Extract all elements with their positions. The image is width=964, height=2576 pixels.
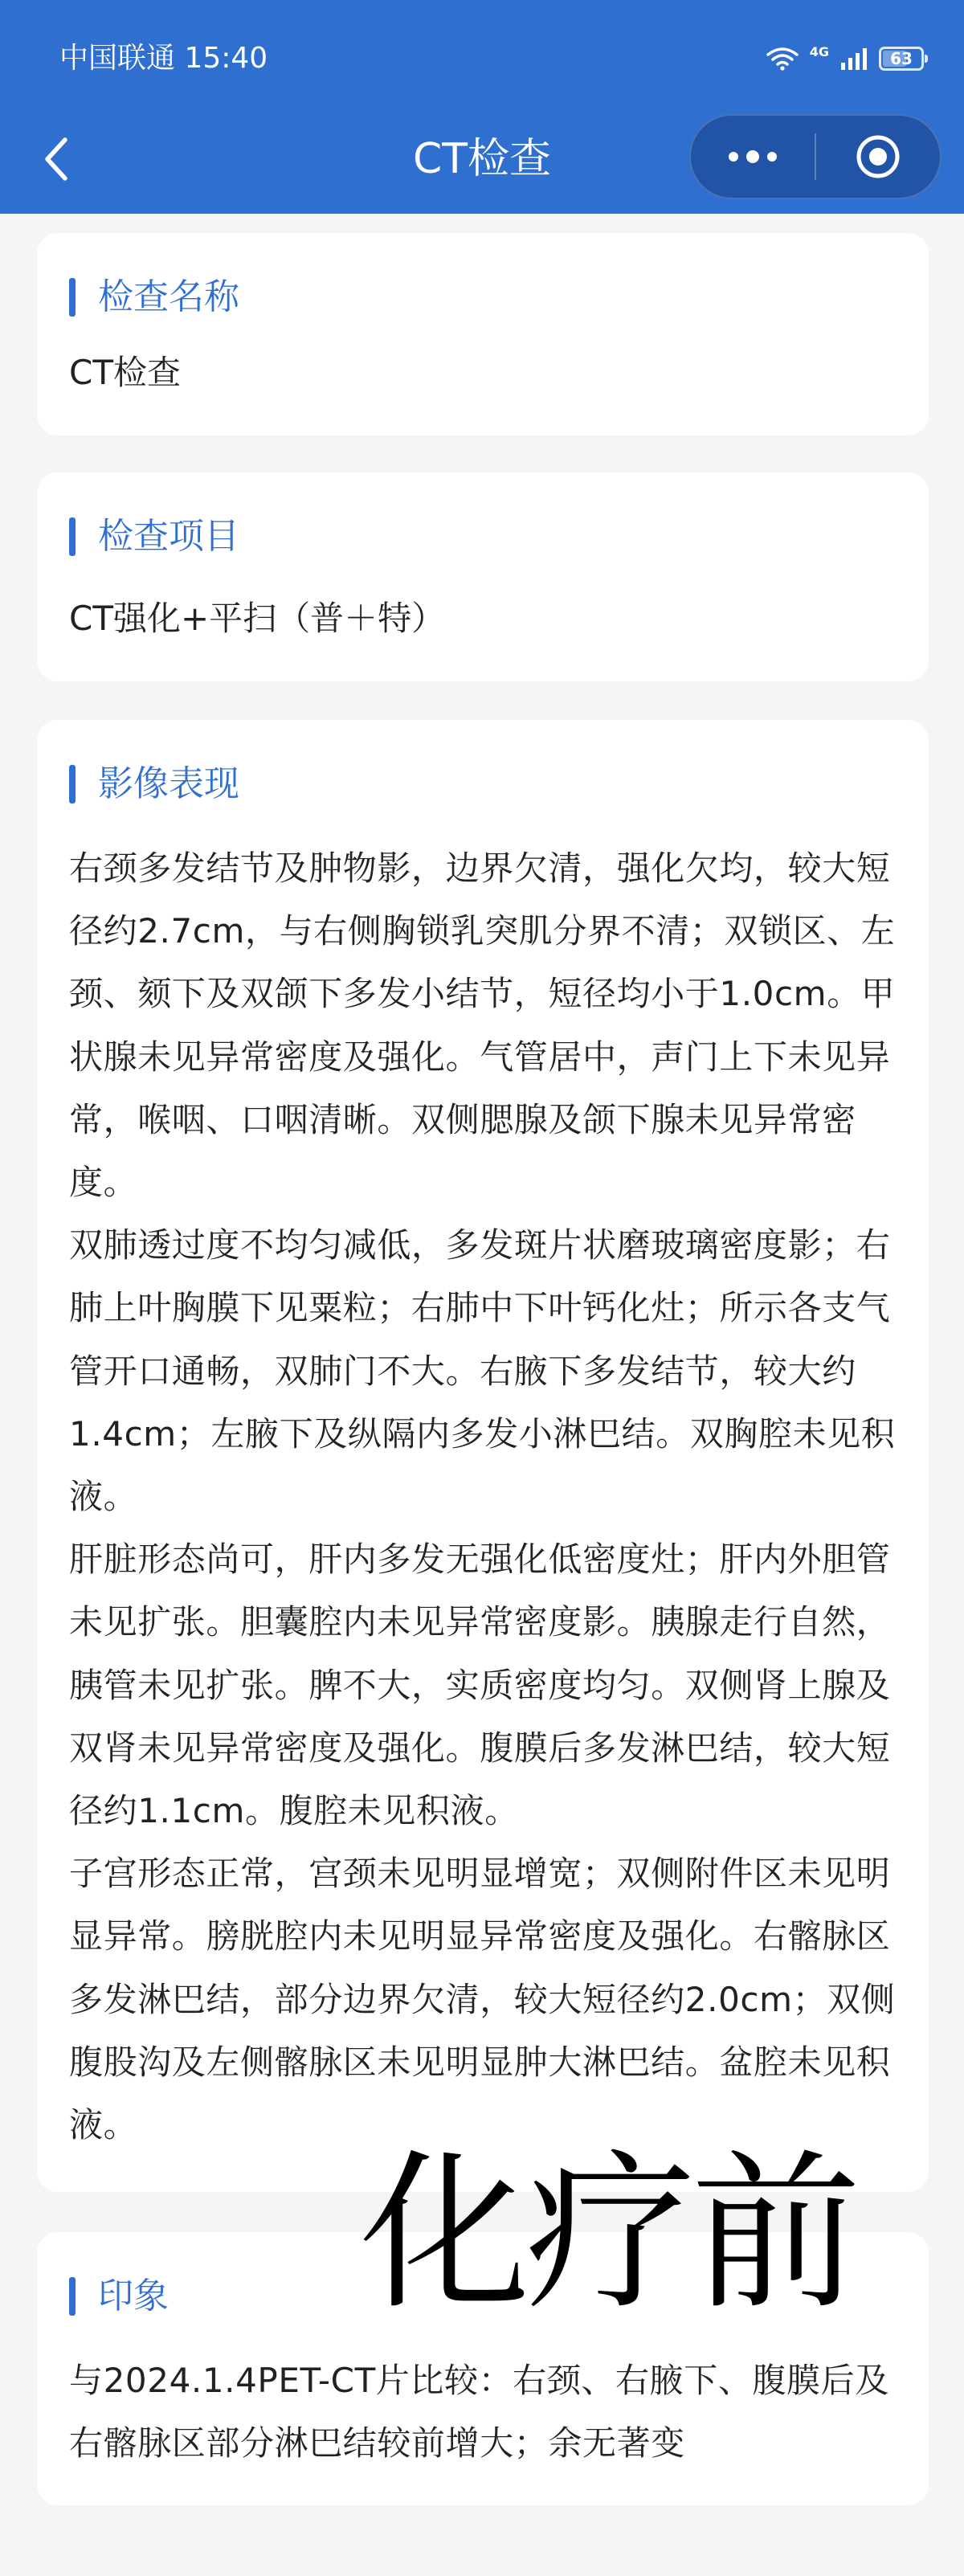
exam-name-value: CT检查 (69, 353, 181, 392)
overlay-caption: 化疗前 (360, 2134, 856, 2333)
imaging-findings-card (37, 720, 929, 2192)
section-header (69, 2274, 169, 2319)
section-title-imaging: 影像表现 (98, 763, 239, 804)
chevron-left-icon (41, 135, 73, 183)
wifi-icon (766, 47, 799, 71)
status-icons (766, 39, 924, 79)
findings-paragraph-chest: 双肺透过度不均匀减低，多发斑片状磨玻璃密度影；右肺上叶胸膜下见粟粒；右肺中下叶钙化灶；所示各支气管开口通畅，双肺门不大。右腋下多发结节，较大约1.4cm；左腋下及纵隔内多发小淋巴结。双胸腔未见积液。 (69, 1225, 896, 1517)
network-type: 4G (809, 44, 829, 59)
status-bar (0, 0, 964, 104)
accent-bar (69, 2277, 76, 2316)
section-title-exam-item: 检查项目 (98, 516, 239, 557)
battery-indicator (879, 47, 924, 71)
section-title-impression: 印象 (98, 2275, 169, 2316)
more-button[interactable] (691, 115, 815, 198)
accent-bar (69, 517, 76, 556)
section-header (69, 275, 239, 320)
top-bar (0, 0, 964, 214)
impression-value: 与2024.1.4PET-CT片比较：右颈、右腋下、腹膜后及右髂脉区部分淋巴结较前增大；余无著变 (69, 2361, 889, 2463)
navigation-bar (0, 104, 964, 214)
signal-icon (840, 47, 868, 71)
impression-card (37, 2232, 929, 2505)
findings-paragraph-abdomen: 肝脏形态尚可，肝内多发无强化低密度灶；肝内外胆管未见扩张。胆囊腔内未见异常密度影。胰腺走行自然，胰管未见扩张。脾不大，实质密度均匀。双侧肾上腺及双肾未见异常密度及强化。腹膜后多发淋巴结，较大短径约1.1cm。腹腔未见积液。 (69, 1539, 891, 1831)
more-dots-icon (726, 150, 779, 163)
accent-bar (69, 765, 76, 803)
mini-program-capsule (689, 114, 942, 199)
section-header (69, 514, 239, 559)
section-header (69, 762, 239, 807)
carrier-time: 中国联通 15:40 (59, 42, 268, 75)
exam-item-card (37, 472, 929, 681)
section-title-exam-name: 检查名称 (98, 276, 239, 317)
back-button[interactable] (29, 129, 85, 190)
accent-bar (69, 278, 76, 317)
exam-item-value: CT强化+平扫（普＋特） (69, 599, 446, 638)
battery-percent: 63 (890, 49, 913, 68)
imaging-findings-text (69, 837, 921, 2157)
exam-name-card (37, 233, 929, 435)
page-title: CT检查 (412, 135, 552, 183)
target-circle-icon (854, 133, 902, 181)
close-mini-program-button[interactable] (816, 115, 940, 198)
findings-paragraph-neck: 右颈多发结节及肿物影，边界欠清，强化欠均，较大短径约2.7cm，与右侧胸锁乳突肌分界不清；双锁区、左颈、颏下及双颌下多发小结节，短径均小于1.0cm。甲状腺未见异常密度及强化。气管居中，声门上下未见异常，喉咽、口咽清晰。双侧腮腺及颌下腺未见异常密度。 (69, 848, 896, 1203)
findings-paragraph-pelvis: 子宫形态正常，宫颈未见明显增宽；双侧附件区未见明显异常。膀胱腔内未见明显异常密度及强化。右髂脉区多发淋巴结，部分边界欠清，较大短径约2.0cm；双侧腹股沟及左侧髂脉区未见明显肿大淋巴结。盆腔未见积液。 (69, 1854, 896, 2145)
